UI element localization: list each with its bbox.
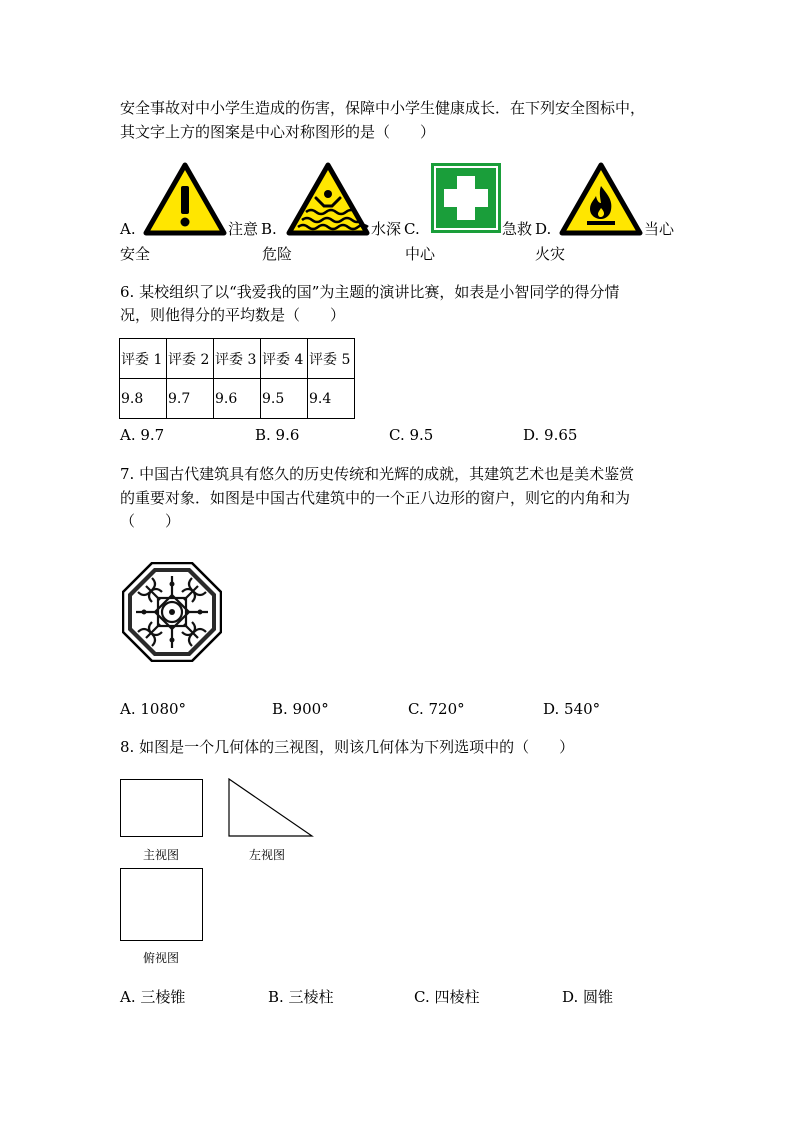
q6-stem-line2: 况，则他得分的平均数是（ ） bbox=[120, 306, 346, 324]
q7-stem-line1: 7. 中国古代建筑具有悠久的历史传统和光辉的成就，其建筑艺术也是美术鉴赏 bbox=[120, 465, 635, 483]
front-view-label: 主视图 bbox=[143, 848, 180, 862]
q6-option-a: A. 9.7 bbox=[120, 426, 165, 444]
q6-option-c: C. 9.5 bbox=[389, 426, 434, 444]
left-view-label: 左视图 bbox=[249, 848, 286, 862]
q5-option-d-letter: D. bbox=[535, 220, 552, 238]
table-cell: 9.6 bbox=[214, 379, 261, 419]
table-header-cell: 评委 4 bbox=[261, 339, 308, 379]
q5-option-a-text1: 注意 bbox=[228, 220, 259, 238]
table-cell: 9.4 bbox=[308, 379, 355, 419]
q6-option-b: B. 9.6 bbox=[255, 426, 300, 444]
q5-option-b-letter: B. bbox=[261, 220, 277, 238]
table-header-cell: 评委 2 bbox=[167, 339, 214, 379]
front-view-square bbox=[120, 779, 203, 837]
q5-option-d-text2: 火灾 bbox=[535, 245, 566, 263]
q5-option-c-text1: 急救 bbox=[502, 220, 533, 238]
table-cell: 9.7 bbox=[167, 379, 214, 419]
q5-stem-line2: 其文字上方的图案是中心对称图形的是（ ） bbox=[120, 123, 436, 141]
q5-option-a-letter: A. bbox=[120, 220, 136, 238]
warning-exclamation-icon bbox=[143, 162, 227, 236]
q8-option-a: A. 三棱锥 bbox=[120, 988, 186, 1006]
q5-option-b-text2: 危险 bbox=[262, 245, 293, 263]
q8-option-d: D. 圆锥 bbox=[562, 988, 614, 1006]
table-row bbox=[120, 379, 355, 419]
q8-stem: 8. 如图是一个几何体的三视图，则该几何体为下列选项中的（ ） bbox=[120, 738, 575, 756]
table-header-cell: 评委 1 bbox=[120, 339, 167, 379]
table-header-row bbox=[120, 339, 355, 379]
q7-option-a: A. 1080° bbox=[120, 700, 187, 718]
deep-water-warning-icon bbox=[286, 162, 370, 236]
q5-stem-line1: 安全事故对中小学生造成的伤害，保障中小学生健康成长．在下列安全图标中， bbox=[120, 99, 646, 117]
left-view-triangle bbox=[228, 778, 314, 838]
q7-option-d: D. 540° bbox=[543, 700, 601, 718]
table-cell: 9.5 bbox=[261, 379, 308, 419]
q6-option-d: D. 9.65 bbox=[523, 426, 578, 444]
score-table bbox=[119, 338, 355, 419]
q5-option-c-text2: 中心 bbox=[405, 245, 436, 263]
q7-option-c: C. 720° bbox=[408, 700, 465, 718]
q5-option-a-text2: 安全 bbox=[120, 245, 151, 263]
octagon-window-image bbox=[122, 562, 222, 662]
q6-stem-line1: 6. 某校组织了以“我爱我的国”为主题的演讲比赛，如表是小智同学的得分情 bbox=[120, 283, 620, 301]
q8-option-c: C. 四棱柱 bbox=[414, 988, 480, 1006]
top-view-square bbox=[120, 868, 203, 941]
q5-option-b-text1: 水深 bbox=[371, 220, 402, 238]
flammable-warning-icon bbox=[559, 162, 643, 236]
q7-stem-line3: （ ） bbox=[120, 512, 181, 530]
table-header-cell: 评委 3 bbox=[214, 339, 261, 379]
q7-option-b: B. 900° bbox=[272, 700, 329, 718]
q5-option-d-text1: 当心 bbox=[644, 220, 675, 238]
first-aid-cross-icon bbox=[431, 163, 501, 233]
table-cell: 9.8 bbox=[120, 379, 167, 419]
q8-option-b: B. 三棱柱 bbox=[268, 988, 334, 1006]
table-header-cell: 评委 5 bbox=[308, 339, 355, 379]
top-view-label: 俯视图 bbox=[143, 951, 180, 965]
q7-stem-line2: 的重要对象．如图是中国古代建筑中的一个正八边形的窗户，则它的内角和为 bbox=[120, 489, 631, 507]
q5-option-c-letter: C. bbox=[404, 220, 420, 238]
